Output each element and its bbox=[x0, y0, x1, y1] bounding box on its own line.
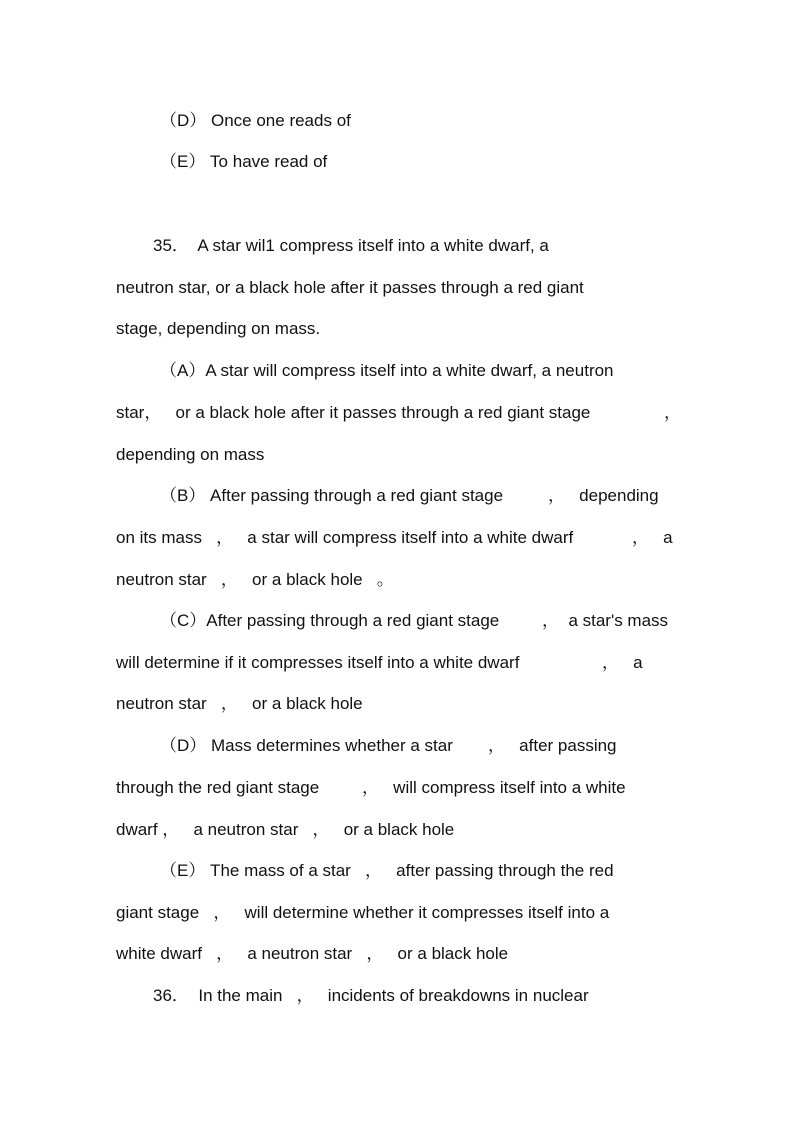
option-d-line-1-tail: ， after passing bbox=[488, 736, 617, 755]
question-35-stem-line-3: stage, depending on mass. bbox=[116, 319, 321, 338]
option-c-line-1-tail: ， a star's mass bbox=[542, 611, 669, 630]
option-c-line-2: will determine if it compresses itself into a white dwarf bbox=[116, 653, 520, 672]
option-c-line-2-tail: ， a bbox=[602, 653, 643, 672]
prev-option-d: （D） Once one reads of bbox=[160, 111, 351, 130]
option-d-line-2: through the red giant stage bbox=[116, 778, 320, 797]
option-b-line-3: neutron star ， or a black hole 。 bbox=[116, 570, 394, 589]
option-c-line-3: neutron star ， or a black hole bbox=[116, 694, 363, 713]
option-a-comma: ， bbox=[664, 403, 681, 422]
option-a-line-2: star， or a black hole after it passes through a red giant stage bbox=[116, 403, 591, 422]
option-e-line-3: white dwarf ， a neutron star ， or a black hole bbox=[116, 944, 509, 963]
option-b-line-2-tail: ， a bbox=[632, 528, 673, 547]
option-b-line-1: （B） After passing through a red giant stage bbox=[160, 486, 504, 505]
option-d-line-2-tail: ， will compress itself into a white bbox=[362, 778, 626, 797]
option-e-line-1: （E） The mass of a star ， after passing through the red bbox=[160, 861, 614, 880]
option-a-line-1: （A）A star will compress itself into a white dwarf, a neutron bbox=[160, 361, 614, 380]
option-d-line-3: dwarf ， a neutron star ， or a black hole bbox=[116, 820, 455, 839]
option-b-line-1-tail: ， depending bbox=[548, 486, 659, 505]
option-b-line-2: on its mass ， a star will compress itself into a white dwarf bbox=[116, 528, 574, 547]
question-35-stem-line-1: 35． A star wil1 compress itself into a white dwarf, a bbox=[153, 236, 549, 255]
prev-option-e: （E） To have read of bbox=[160, 152, 328, 171]
question-36-stem: 36． In the main ， incidents of breakdowns in nuclear bbox=[153, 986, 589, 1005]
option-c-line-1: （C）After passing through a red giant stage bbox=[160, 611, 500, 630]
question-35-stem-line-2: neutron star, or a black hole after it passes through a red giant bbox=[116, 278, 584, 297]
option-a-line-3: depending on mass bbox=[116, 445, 265, 464]
option-d-line-1: （D） Mass determines whether a star bbox=[160, 736, 453, 755]
option-e-line-2: giant stage ， will determine whether it compresses itself into a bbox=[116, 903, 610, 922]
